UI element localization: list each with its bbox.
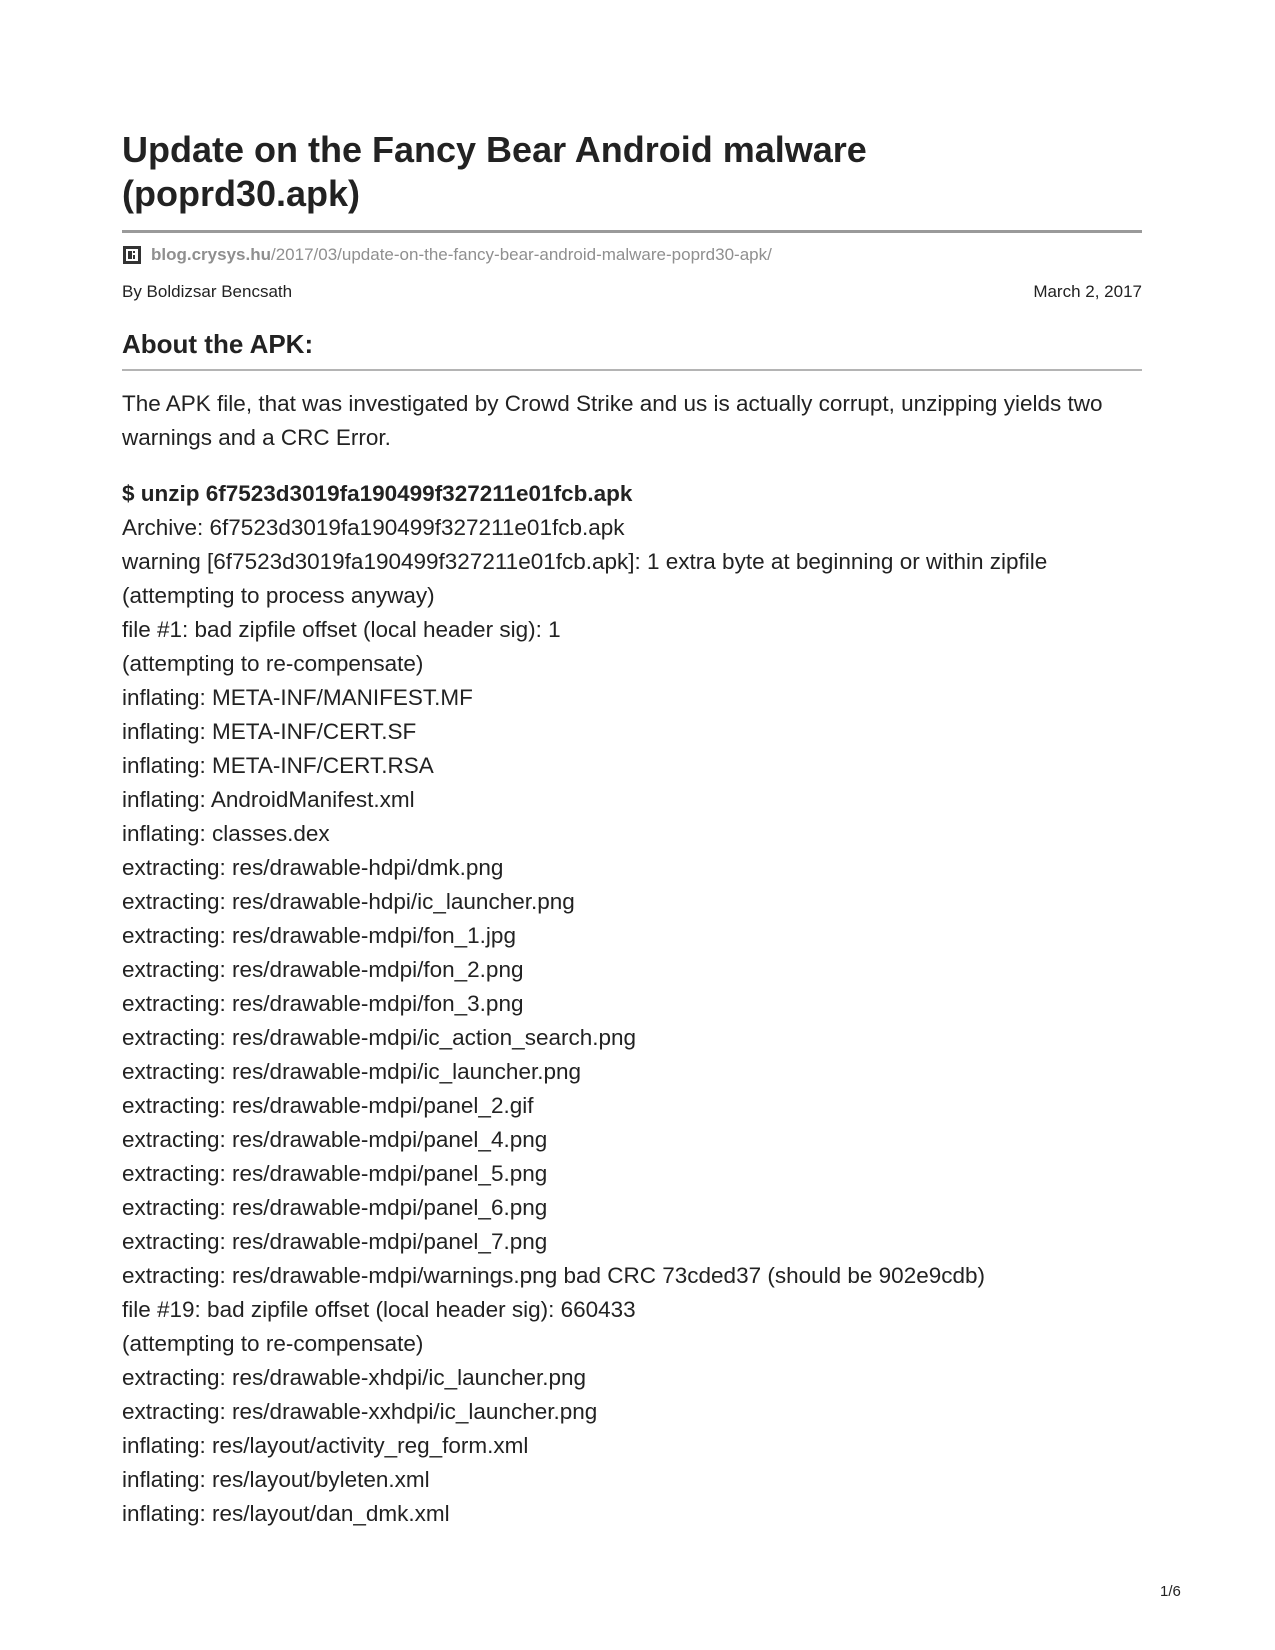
output-line: extracting: res/drawable-mdpi/fon_3.png	[122, 991, 524, 1016]
output-line: inflating: META-INF/CERT.SF	[122, 719, 417, 744]
unzip-output	[122, 511, 1142, 1531]
title-divider	[122, 230, 1142, 233]
section-heading: About the APK:	[122, 329, 314, 359]
output-line: extracting: res/drawable-mdpi/panel_6.png	[122, 1195, 548, 1220]
page-title: Update on the Fancy Bear Android malware (poprd30.apk)	[122, 129, 867, 214]
output-line: extracting: res/drawable-xxhdpi/ic_launcher.png	[122, 1399, 598, 1424]
output-line: inflating: META-INF/MANIFEST.MF	[122, 685, 473, 710]
document-source-icon	[122, 245, 142, 265]
output-line: extracting: res/drawable-hdpi/ic_launcher.png	[122, 889, 575, 914]
intro-paragraph: The APK file, that was investigated by Crowd Strike and us is actually corrupt, unzipping yields two warnings and a CRC Error.	[122, 391, 1103, 450]
output-line: extracting: res/drawable-mdpi/fon_2.png	[122, 957, 524, 982]
output-line: warning [6f7523d3019fa190499f327211e01fcb.apk]: 1 extra byte at beginning or within zipfile	[122, 549, 1048, 574]
output-line: extracting: res/drawable-mdpi/panel_4.png	[122, 1127, 548, 1152]
output-line: (attempting to re-compensate)	[122, 1331, 424, 1356]
output-line: inflating: res/layout/byleten.xml	[122, 1467, 430, 1492]
output-line: Archive: 6f7523d3019fa190499f327211e01fcb.apk	[122, 515, 625, 540]
output-line: extracting: res/drawable-mdpi/panel_5.png	[122, 1161, 548, 1186]
source-domain[interactable]: blog.crysys.hu	[151, 245, 271, 264]
author: By Boldizsar Bencsath	[122, 282, 293, 301]
article	[122, 128, 1142, 1531]
output-line: (attempting to re-compensate)	[122, 651, 424, 676]
output-line: extracting: res/drawable-xhdpi/ic_launcher.png	[122, 1365, 587, 1390]
source-path[interactable]: /2017/03/update-on-the-fancy-bear-android-malware-poprd30-apk/	[270, 245, 772, 264]
output-line: extracting: res/drawable-mdpi/panel_7.png	[122, 1229, 548, 1254]
output-line: (attempting to process anyway)	[122, 583, 435, 608]
output-line: extracting: res/drawable-mdpi/fon_1.jpg	[122, 923, 516, 948]
section-divider	[122, 369, 1142, 371]
output-line: file #1: bad zipfile offset (local header sig): 1	[122, 617, 561, 642]
page-number: 1/6	[1160, 1583, 1181, 1600]
output-line: extracting: res/drawable-mdpi/warnings.png bad CRC 73cded37 (should be 902e9cdb)	[122, 1263, 986, 1288]
output-line: extracting: res/drawable-mdpi/panel_2.gif	[122, 1093, 534, 1118]
output-line: inflating: res/layout/activity_reg_form.xml	[122, 1433, 529, 1458]
unzip-command: $ unzip 6f7523d3019fa190499f327211e01fcb.apk	[122, 481, 633, 506]
byline	[122, 281, 1142, 303]
source-link[interactable]	[122, 243, 1142, 267]
output-line: extracting: res/drawable-hdpi/dmk.png	[122, 855, 504, 880]
output-line: extracting: res/drawable-mdpi/ic_launcher.png	[122, 1059, 581, 1084]
output-line: inflating: META-INF/CERT.RSA	[122, 753, 434, 778]
publish-date: March 2, 2017	[1033, 282, 1142, 301]
output-line: inflating: AndroidManifest.xml	[122, 787, 415, 812]
output-line: inflating: classes.dex	[122, 821, 330, 846]
output-line: extracting: res/drawable-mdpi/ic_action_search.png	[122, 1025, 637, 1050]
output-line: file #19: bad zipfile offset (local header sig): 660433	[122, 1297, 636, 1322]
output-line: inflating: res/layout/dan_dmk.xml	[122, 1501, 450, 1526]
